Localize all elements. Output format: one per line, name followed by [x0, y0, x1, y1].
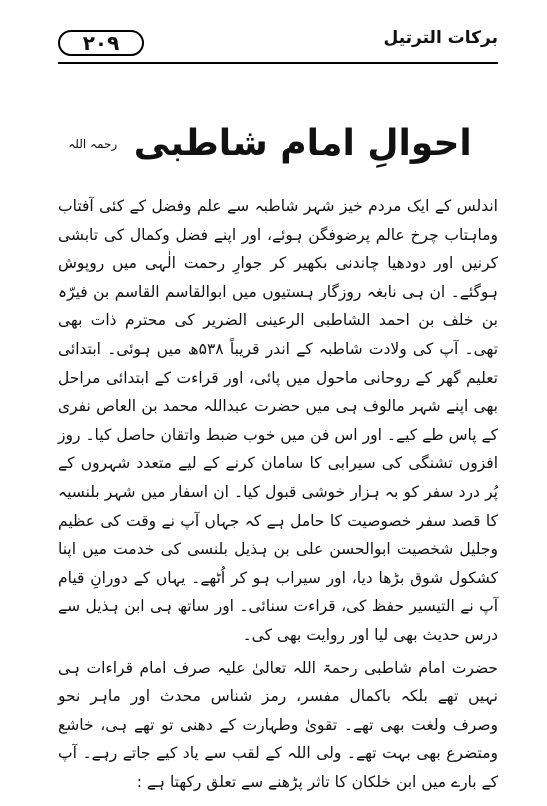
paragraph-virtues: حضرت امام شاطبی رحمۃ اللہ تعالیٰ علیہ صرف امام قراءات ہی نہیں تھے بلکہ باکمال مفسر، رمز شناس محدث اور ماہر نحو وصرف ولغت بھی تھے۔ تقویٰ وطہارت کے دھنی تو تھے ہی، خاشع ومتضرع بھی بہت تھے۔ ولی اللہ کے لقب سے یاد کیے جاتے رہے۔ آپ کے بارے میں ابن خلکان کا تاثر پڑھنے سے تعلق رکھتا ہے : [58, 658, 498, 791]
honorific: رحمہ اللہ [68, 137, 118, 151]
chapter-title [60, 120, 480, 168]
chapter-title-text: احوالِ امام شاطبی [133, 123, 472, 164]
running-title: برکات الترتیل [383, 28, 498, 48]
page-header [58, 24, 498, 64]
paragraph-biography: اندلس کے ایک مردم خیز شہر شاطبہ سے علم وفضل کے کئی آفتاب وماہتاب چرخ عالم پرضوفگن ہوئے، اور اپنے فضل وکمال کی تابشی کرنیں اور دودھیا چاندنی بکھیر کر جوارِ رحمت الٰہی میں روپوش ہوگئے۔ ان ہی نابغہ روزگار ہستیوں میں ابوالقاسم القاسم بن فیرّہ بن خلف بن احمد الشاطبی الرعینی الضریر کی محترم ذات بھی تھی۔ آپ کی ولادت شاطبہ کے اندر قریباً ۵۳۸ھ میں ہوئی۔ ابتدائی تعلیم گھر کے روحانی ماحول میں پائی، اور قراءت کے ابتدائی مراحل بھی اپنے شہر مالوف ہی میں حضرت عبداللہ محمد بن العاص نفری کے پاس طے کیے۔ اور اس فن میں خوب ضبط واتقان حاصل کیا۔ روز افزوں تشنگی کی سیرابی کا سامان کرنے کے لیے متعدد شہروں کے پُر درد سفر کو بہ ہزار خوشی قبول کیا۔ ان اسفار میں شہر بلنسیہ کا قصد سفر خصوصیت کا حامل ہے کہ جہاں آپ نے وقت کی عظیم وجلیل شخصیت ابوالحسن علی بن ہذیل بلنسی کی خدمت میں اپنا کشکول شوق بڑھا دیا، اور سیراب ہو کر اُٹھے۔ یہاں کے دورانِ قیام آپ نے التیسیر حفظ کی، قراءت سنائی۔ اور ساتھ ہی ابن ہذیل سے درس حدیث بھی لیا اور روایت بھی کی۔ [58, 197, 499, 644]
body-text [58, 192, 498, 796]
page-number: ۲۰۹ [58, 30, 144, 56]
header-rule [58, 62, 498, 64]
